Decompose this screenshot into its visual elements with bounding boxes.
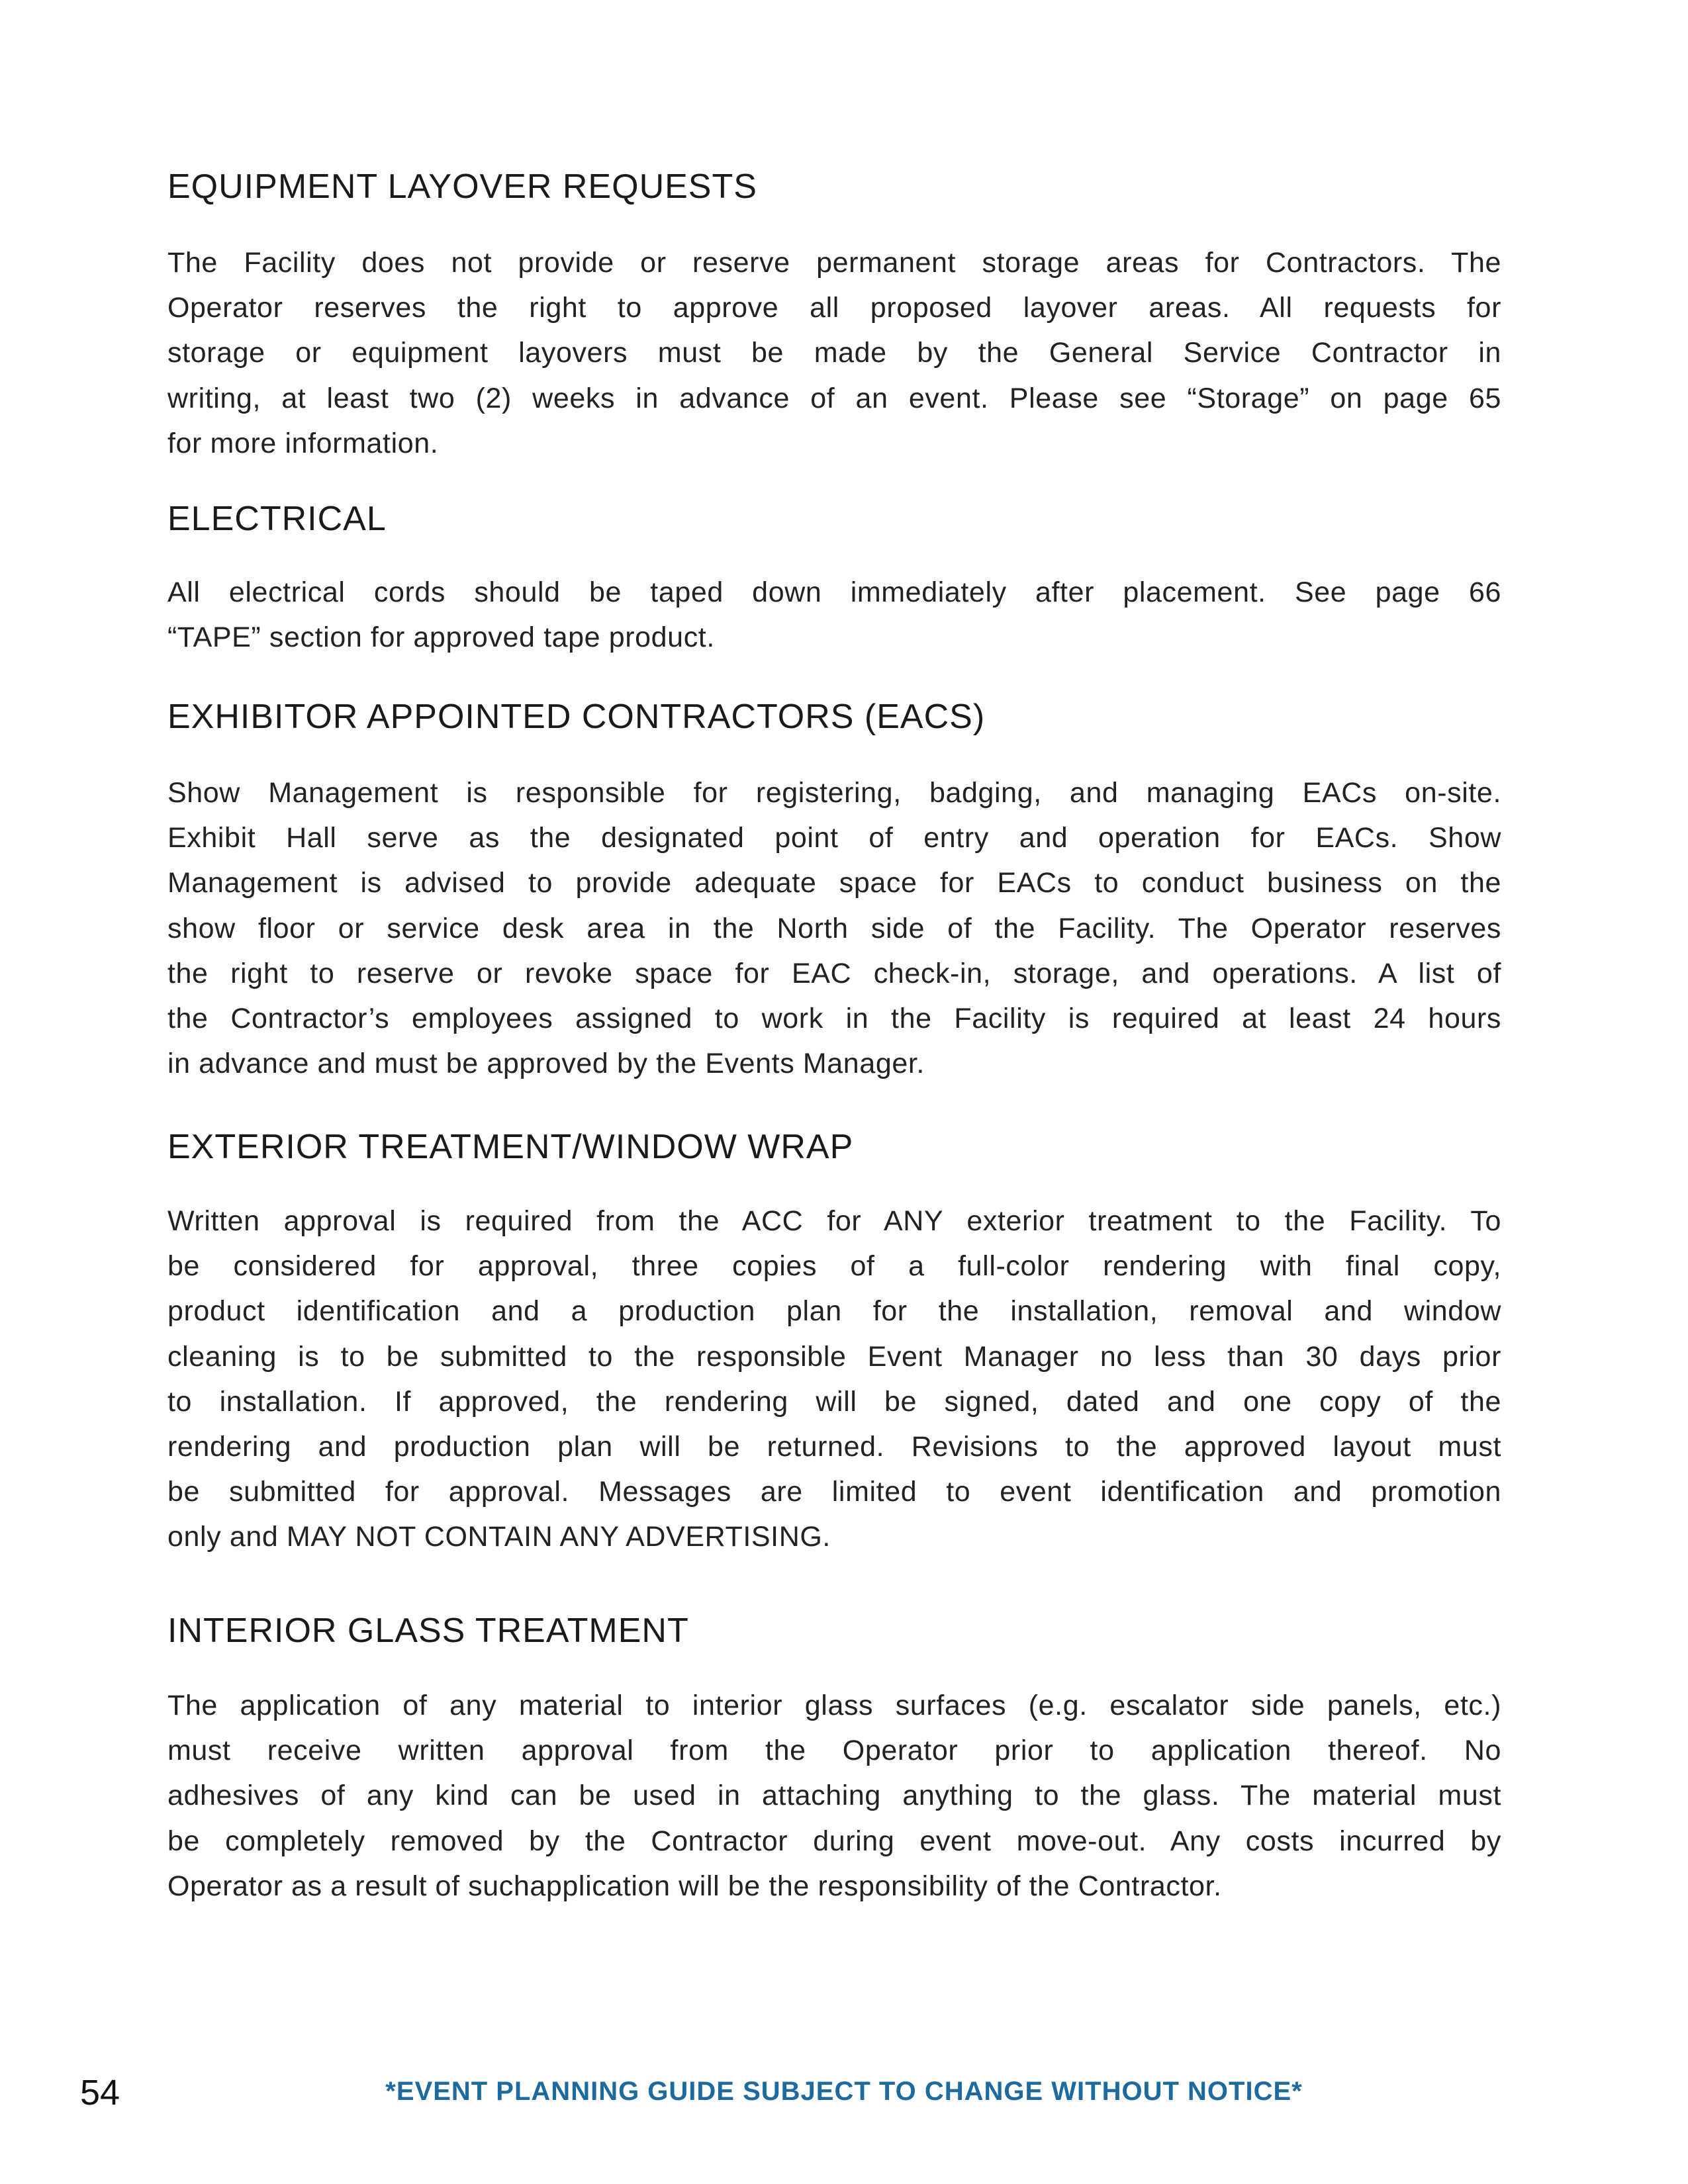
paragraph-line: All electrical cords should be taped down immediately after placement. See page 66 — [167, 576, 1501, 608]
paragraph-line: be considered for approval, three copies of a full-color rendering with final copy, — [167, 1250, 1501, 1283]
paragraph-line: cleaning is to be submitted to the responsible Event Manager no less than 30 days prior — [167, 1340, 1501, 1373]
paragraph-line: “TAPE” section for approved tape product. — [167, 621, 715, 654]
paragraph-line: Management is advised to provide adequate space for EACs to conduct business on the — [167, 867, 1501, 899]
page-number: 54 — [80, 2073, 120, 2113]
paragraph-line: to installation. If approved, the rendering will be signed, dated and one copy of the — [167, 1385, 1501, 1418]
paragraph-line: be submitted for approval. Messages are limited to event identification and promotion — [167, 1476, 1501, 1508]
paragraph-line: The application of any material to interior glass surfaces (e.g. escalator side panels, etc.) — [167, 1690, 1501, 1721]
section-paragraph-equipment-layover — [167, 240, 1501, 466]
section-heading-interior-glass: INTERIOR GLASS TREATMENT — [167, 1612, 689, 1650]
paragraph-line: The Facility does not provide or reserve permanent storage areas for Contractors. The — [167, 247, 1501, 279]
paragraph-line: must receive written approval from the Operator prior to application thereof. No — [167, 1735, 1501, 1767]
paragraph-line: in advance and must be approved by the Events Manager. — [167, 1048, 925, 1080]
section-heading-electrical: ELECTRICAL — [167, 500, 387, 538]
paragraph-line: writing, at least two (2) weeks in advance of an event. Please see “Storage” on page 65 — [167, 382, 1501, 414]
paragraph-line: product identification and a production plan for the installation, removal and window — [167, 1295, 1501, 1328]
paragraph-line: Exhibit Hall serve as the designated point of entry and operation for EACs. Show — [167, 822, 1501, 854]
section-paragraph-electrical — [167, 570, 1501, 660]
paragraph-line: Operator reserves the right to approve all proposed layover areas. All requests for — [167, 292, 1501, 324]
section-heading-exterior-treatment: EXTERIOR TREATMENT/WINDOW WRAP — [167, 1128, 854, 1166]
paragraph-line: Written approval is required from the ACC for ANY exterior treatment to the Facility. To — [167, 1205, 1501, 1237]
paragraph-line: be completely removed by the Contractor during event move-out. Any costs incurred by — [167, 1825, 1501, 1857]
paragraph-line: the Contractor’s employees assigned to work in the Facility is required at least 24 hours — [167, 1002, 1501, 1034]
paragraph-line: storage or equipment layovers must be made by the General Service Contractor in — [167, 337, 1501, 369]
paragraph-line: rendering and production plan will be returned. Revisions to the approved layout must — [167, 1430, 1501, 1463]
paragraph-line: only and MAY NOT CONTAIN ANY ADVERTISING. — [167, 1521, 831, 1553]
paragraph-line: show floor or service desk area in the North side of the Facility. The Operator reserves — [167, 912, 1501, 944]
section-heading-eacs: EXHIBITOR APPOINTED CONTRACTORS (EACS) — [167, 698, 986, 736]
paragraph-line: the right to reserve or revoke space for EAC check-in, storage, and operations. A list of — [167, 957, 1501, 989]
footer-notice: *EVENT PLANNING GUIDE SUBJECT TO CHANGE WITHOUT NOTICE* — [385, 2077, 1303, 2106]
section-paragraph-interior-glass — [167, 1683, 1501, 1909]
section-paragraph-eacs — [167, 770, 1501, 1086]
paragraph-line: Operator as a result of suchapplication will be the responsibility of the Contractor. — [167, 1870, 1222, 1902]
section-paragraph-exterior-treatment — [167, 1199, 1501, 1560]
paragraph-line: Show Management is responsible for registering, badging, and managing EACs on-site. — [167, 777, 1501, 809]
paragraph-line: for more information. — [167, 427, 439, 459]
paragraph-line: adhesives of any kind can be used in attaching anything to the glass. The material must — [167, 1780, 1501, 1812]
section-heading-equipment-layover: EQUIPMENT LAYOVER REQUESTS — [167, 167, 757, 206]
